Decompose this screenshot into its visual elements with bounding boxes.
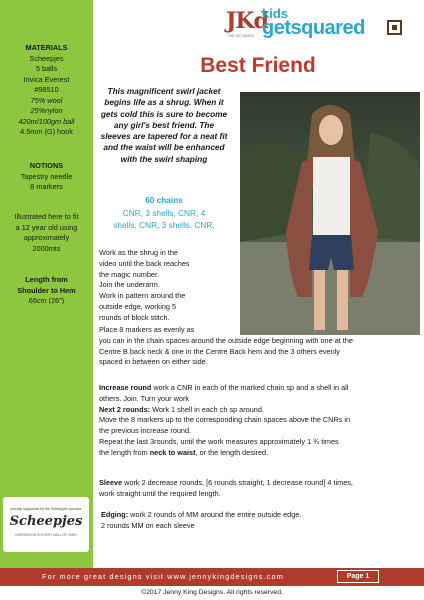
work-line: outside edge, working 5 — [99, 301, 177, 311]
get-squared-logo-text: getsquared — [262, 17, 365, 39]
chain-count: 60 chains — [145, 195, 183, 205]
copyright: ©2017 Jenny King Designs. All rights reserved. — [141, 589, 283, 596]
kids-logo-text: kids — [262, 6, 289, 21]
sleeve-line: Sleeve work 2 decrease rounds, [6 rounds straight, 1 decrease round] 4 times, — [99, 478, 353, 487]
size-line: Illustrated here to fit — [14, 212, 79, 221]
material-line: 75% wool — [30, 95, 63, 105]
work-line: Work as the shrug in the — [99, 248, 178, 257]
jkd-tagline: THE JKD BRAND — [228, 34, 255, 38]
increase-paragraph — [99, 383, 417, 459]
hook-size: 4.5mm (G) hook — [20, 127, 73, 136]
increase-line: others. Join. Turn your work — [99, 393, 190, 403]
move-line: the previous increase round. — [99, 426, 192, 436]
jkd-logo-text: JKd — [226, 8, 268, 34]
markers-line: Place 8 markers as evenly as — [99, 325, 195, 334]
work-line: the magic number. — [99, 269, 160, 279]
material-line: 25%nylon — [30, 106, 63, 115]
notion-line: 8 markers — [30, 182, 63, 191]
size-line: a 12 year old using — [15, 222, 78, 232]
work-line: Join the underarm. — [99, 280, 160, 290]
intro-text: This magnificent swirl jacket begins life as a shrug. When it gets cold this is sure to become any girl's best friend. The sleeves are tapered for a neat fit and the waist will be enhanced with the swirl shaping — [100, 86, 228, 164]
model-illustration — [240, 92, 420, 335]
page-number: Page 1 — [337, 570, 379, 583]
next-rounds-label: Next 2 rounds: — [99, 404, 151, 414]
footer-website-link[interactable]: For more great designs visit www.jennykingdesigns.com — [42, 572, 284, 581]
notions-section — [0, 161, 93, 193]
next-rounds-line: Next 2 rounds: Work 1 shell in each ch sp around. — [99, 404, 264, 414]
repeat-line: Repeat the last 3rounds, until the work measures approximately 1 ¾ times — [99, 436, 339, 446]
sponsor-tagline: INSPIRATION IN EVERY BALL OF YARN — [15, 533, 77, 537]
work-line: video until the back reaches — [99, 258, 190, 268]
footer-bar — [0, 568, 424, 586]
model-photo — [240, 92, 420, 335]
increase-label: Increase round — [99, 383, 152, 392]
markers-paragraph — [99, 325, 417, 368]
edging-line: 2 rounds MM on each sleeve — [101, 520, 195, 530]
move-line: Move the 8 markers up to the corresponding chain spaces above the CNRs in — [99, 415, 351, 425]
repeat-line: the length from neck to waist, or the length desired. — [99, 447, 269, 457]
square-logo-icon — [387, 20, 402, 35]
edging-paragraph — [101, 510, 419, 532]
work-line: Work in pattern around the — [99, 291, 186, 301]
cnr-line: shells, CNR, 3 shells, CNR, — [113, 219, 215, 230]
sidebar — [0, 0, 93, 568]
length-heading: Length from — [25, 275, 68, 284]
sponsor-caption: proudly supported by the Scheepjes sponsor — [10, 507, 82, 511]
length-section — [0, 275, 93, 307]
material-line: Invica Everest — [23, 74, 70, 84]
sleeve-paragraph — [99, 478, 417, 500]
cnr-line: CNR, 3 shells, CNR, 4 — [122, 208, 206, 218]
size-note — [0, 212, 93, 254]
materials-heading: MATERIALS — [25, 43, 68, 52]
notions-heading: NOTIONS — [29, 161, 64, 170]
sleeve-label: Sleeve — [99, 478, 123, 487]
material-line: #98510 — [34, 85, 59, 94]
scheepjes-logo — [3, 497, 89, 552]
edging-line: Edging: work 2 rounds of MM around the entire outside edge. — [101, 510, 302, 519]
pattern-title: Best Friend — [200, 54, 316, 77]
cnr-sequence — [99, 208, 229, 231]
markers-line: you can in the chain spaces around the outside edge beginning with one at the — [99, 335, 353, 345]
increase-line: Increase round work a CNR in each of the marked chain sp and a shell in all — [99, 383, 349, 392]
sponsor-logo-text: Scheepjes — [9, 514, 83, 529]
notion-line: Tapestry needle — [20, 171, 73, 181]
material-line: 5 balls — [35, 64, 58, 73]
edging-label: Edging: — [101, 510, 129, 519]
length-heading: Shoulder to Hem — [17, 285, 76, 295]
sleeve-line: work straight until the required length. — [99, 488, 221, 498]
length-value: 66cm (26") — [28, 296, 65, 305]
material-line: Scheepjes — [29, 53, 64, 63]
markers-line: Centre B back neck & one in the Centre Back hem and the 3 others evenly — [99, 346, 340, 356]
markers-line: spaced in between on either side. — [99, 357, 208, 367]
size-line: 2000mts — [32, 243, 61, 253]
material-line: 420m/100gm ball — [18, 116, 75, 126]
work-line: rounds of block stitch. — [99, 312, 170, 322]
work-instructions — [99, 248, 234, 324]
size-line: approximately — [23, 233, 70, 242]
materials-section — [0, 43, 93, 138]
